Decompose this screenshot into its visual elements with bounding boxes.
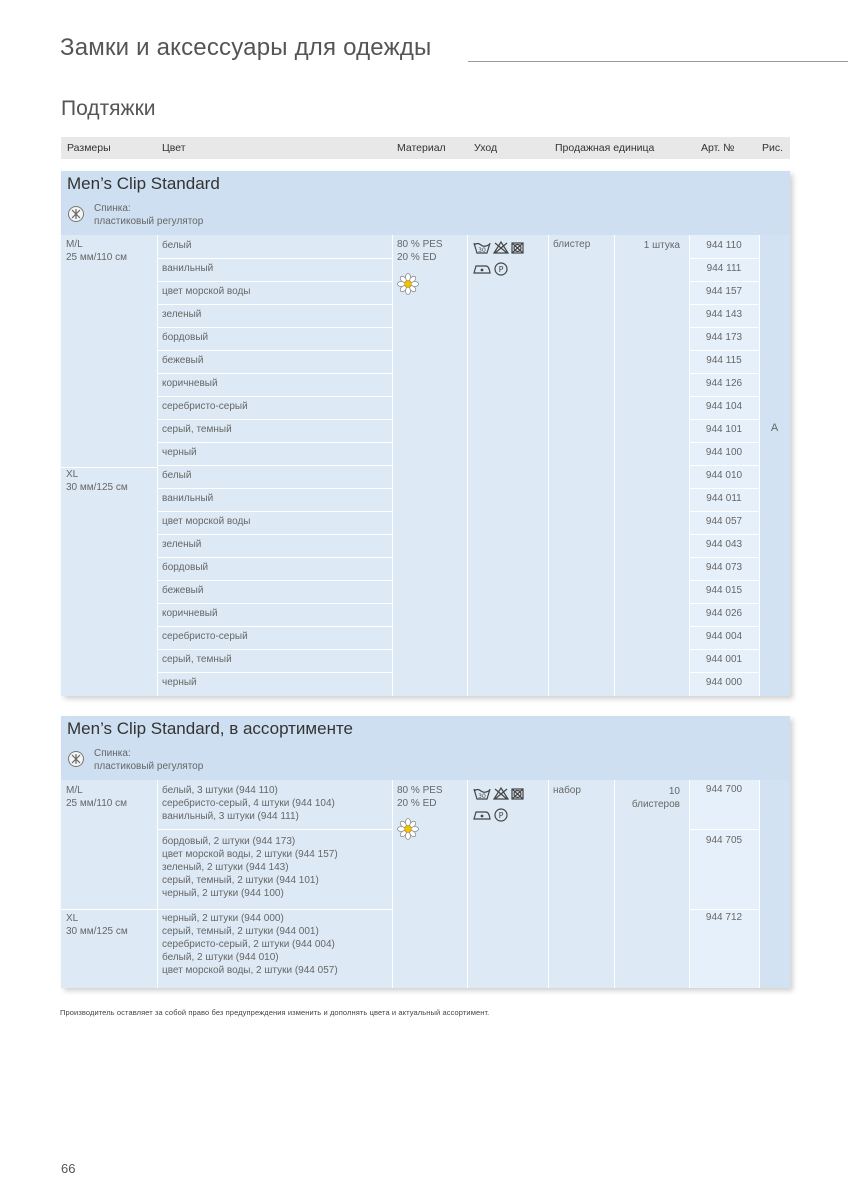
row-divider [689, 350, 759, 351]
sale-quantity: 1 штука [643, 240, 680, 251]
row-divider [157, 281, 392, 282]
article-number: 944 173 [705, 332, 743, 343]
sale-unit: блистер [553, 239, 591, 250]
row-divider [689, 258, 759, 259]
divider [157, 780, 158, 988]
divider [548, 235, 549, 696]
color-name: ванильный [162, 263, 214, 274]
row-divider [157, 350, 392, 351]
row-divider [689, 488, 759, 489]
size-xl: XL 30 мм/125 см [66, 469, 128, 493]
divider [759, 235, 760, 696]
column-material: Материал [397, 142, 446, 154]
color-name: цвет морской воды [162, 516, 251, 527]
article-number: 944 004 [705, 631, 743, 642]
article-number: 944 011 [706, 493, 742, 504]
row-divider [689, 603, 759, 604]
color-name: серебристо-серый [162, 401, 248, 412]
row-divider [157, 419, 392, 420]
set-contents: белый, 3 штуки (944 110) серебристо-серый, 4 штуки (944 104) ванильный, 3 штуки (944 111) [162, 785, 335, 822]
row-divider [157, 373, 392, 374]
row-divider [157, 557, 392, 558]
row-divider [157, 511, 392, 512]
row-divider [689, 419, 759, 420]
divider [614, 780, 615, 988]
article-number: 944 026 [705, 608, 743, 619]
row-divider [689, 304, 759, 305]
row-divider [157, 603, 392, 604]
column-header [61, 137, 790, 159]
color-name: коричневый [162, 608, 218, 619]
divider [467, 780, 468, 988]
row-divider [157, 304, 392, 305]
flower-icon [397, 273, 419, 300]
row-divider [689, 580, 759, 581]
row-divider [689, 442, 759, 443]
color-name: черный [162, 447, 197, 458]
color-name: бордовый [162, 562, 209, 573]
svg-text:30: 30 [478, 793, 486, 800]
color-name: бежевый [162, 585, 204, 596]
divider [392, 780, 393, 988]
row-divider [157, 258, 392, 259]
back-label: Спинка: пластиковый регулятор [94, 203, 204, 227]
row-divider [689, 534, 759, 535]
sale-unit: набор [553, 785, 581, 796]
figure-column-bg [759, 780, 790, 988]
back-regulator-icon [68, 751, 84, 767]
article-number: 944 111 [706, 263, 742, 274]
column-figure: Рис. [762, 142, 784, 154]
color-name: ванильный [162, 493, 214, 504]
size-ml: M/L 25 мм/110 см [66, 239, 128, 263]
row-divider [689, 557, 759, 558]
page-subtitle: Подтяжки [61, 97, 156, 120]
figure-column-bg [759, 235, 790, 696]
care-symbols [472, 240, 542, 285]
column-sizes: Размеры [67, 142, 111, 154]
color-name: цвет морской воды [162, 286, 251, 297]
article-number: 944 115 [706, 355, 742, 366]
article-number: 944 104 [705, 401, 743, 412]
row-divider [157, 465, 392, 466]
product-title: Men’s Clip Standard [67, 174, 220, 193]
row-divider [689, 511, 759, 512]
set-divider [689, 909, 759, 910]
product-header [61, 716, 790, 780]
article-number: 944 110 [706, 240, 742, 251]
article-number: 944 712 [705, 912, 743, 923]
page-number: 66 [61, 1161, 76, 1176]
row-divider [157, 580, 392, 581]
color-name: белый [162, 470, 192, 481]
color-name: серебристо-серый [162, 631, 248, 642]
article-number: 944 001 [705, 654, 743, 665]
row-divider [689, 465, 759, 466]
set-divider [157, 829, 392, 830]
column-unit: Продажная единица [555, 142, 655, 154]
article-number: 944 015 [705, 585, 743, 596]
figure-label: A [770, 422, 779, 434]
row-divider [689, 672, 759, 673]
row-divider [689, 396, 759, 397]
article-number: 944 000 [705, 677, 743, 688]
back-regulator-icon [68, 206, 84, 222]
svg-text:P: P [498, 265, 504, 274]
color-name: коричневый [162, 378, 218, 389]
column-care: Уход [474, 142, 498, 154]
care-symbols [472, 786, 542, 831]
column-article: Арт. № [701, 142, 735, 154]
title-rule [468, 61, 848, 62]
divider [614, 235, 615, 696]
article-number: 944 100 [705, 447, 743, 458]
article-number: 944 700 [705, 784, 743, 795]
color-name: зеленый [162, 309, 202, 320]
row-divider [689, 281, 759, 282]
material: 80 % PES 20 % ED [397, 785, 443, 809]
row-divider [157, 649, 392, 650]
article-number: 944 705 [705, 835, 743, 846]
color-name: серый, темный [162, 654, 232, 665]
set-divider [61, 909, 392, 910]
color-name: бордовый [162, 332, 209, 343]
article-number: 944 057 [705, 516, 743, 527]
color-name: серый, темный [162, 424, 232, 435]
row-divider [157, 442, 392, 443]
set-divider [689, 829, 759, 830]
divider [689, 780, 690, 988]
row-divider [157, 626, 392, 627]
set-contents: бордовый, 2 штуки (944 173) цвет морской воды, 2 штуки (944 157) зеленый, 2 штуки (944 143) серый, темный, 2 штуки (944 101) черный, 2 штуки (944 100) [162, 836, 338, 899]
row-divider [157, 534, 392, 535]
size-ml: M/L 25 мм/110 см [66, 785, 128, 809]
material: 80 % PES 20 % ED [397, 239, 443, 263]
size-xl: XL 30 мм/125 см [66, 913, 128, 937]
product-block-assortment [61, 716, 790, 988]
row-divider [157, 396, 392, 397]
product-title: Men’s Clip Standard, в ассортименте [67, 719, 354, 738]
flower-icon [397, 818, 419, 845]
article-number: 944 101 [705, 424, 743, 435]
product-block-standard [61, 171, 790, 696]
sale-quantity: 10 блистеров [631, 786, 680, 810]
article-number: 944 010 [705, 470, 743, 481]
set-contents: черный, 2 штуки (944 000) серый, темный, 2 штуки (944 001) серебристо-серый, 2 штуки (944 004) белый, 2 штуки (944 010) цвет морской воды, 2 штуки (944 057) [162, 913, 338, 976]
article-number: 944 073 [705, 562, 743, 573]
row-divider [689, 373, 759, 374]
article-number: 944 157 [705, 286, 743, 297]
article-number: 944 126 [705, 378, 743, 389]
svg-text:P: P [498, 811, 504, 820]
row-divider [157, 672, 392, 673]
row-divider [157, 488, 392, 489]
divider [548, 780, 549, 988]
article-number: 944 143 [705, 309, 743, 320]
column-color: Цвет [162, 142, 186, 154]
color-name: белый [162, 240, 192, 251]
row-divider [689, 626, 759, 627]
article-number: 944 043 [705, 539, 743, 550]
page-title: Замки и аксессуары для одежды [60, 34, 432, 61]
svg-text:30: 30 [478, 247, 486, 254]
back-label: Спинка: пластиковый регулятор [94, 748, 204, 772]
divider [759, 780, 760, 988]
row-divider [689, 327, 759, 328]
row-divider [689, 649, 759, 650]
color-name: зеленый [162, 539, 202, 550]
product-header [61, 171, 790, 235]
color-name: бежевый [162, 355, 204, 366]
row-divider [157, 327, 392, 328]
article-column-bg [689, 780, 759, 988]
divider [467, 235, 468, 696]
divider [392, 235, 393, 696]
footnote: Производитель оставляет за собой право без предупреждения изменить и дополнять цвета и актуальный ассортимент. [60, 1008, 490, 1017]
color-name: черный [162, 677, 197, 688]
